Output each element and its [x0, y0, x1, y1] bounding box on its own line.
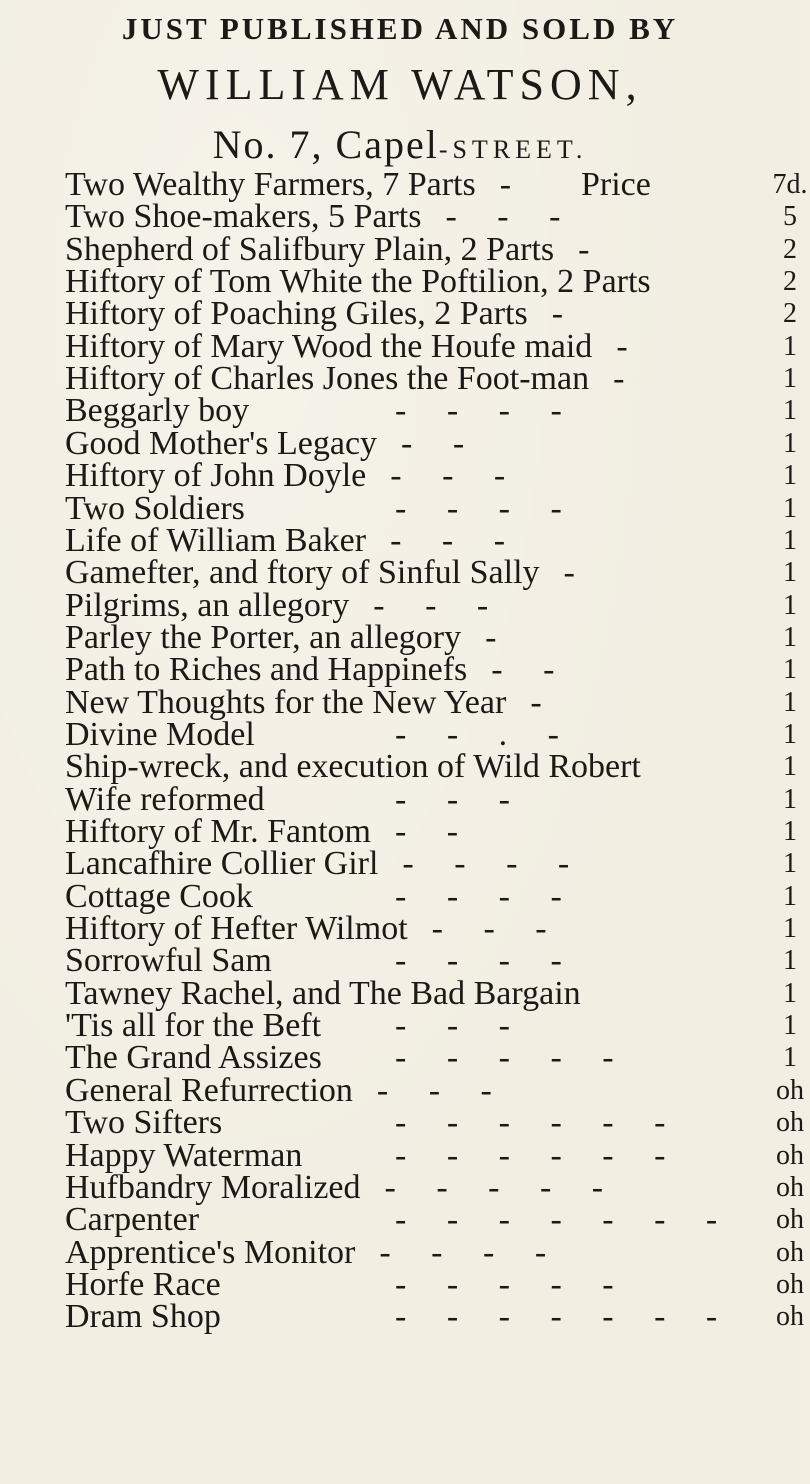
item-dash-leader: - - - — [390, 457, 522, 495]
item-title: Sorrowful Sam — [65, 942, 272, 980]
item-title: Dram Shop — [65, 1298, 221, 1336]
item-title: Lancafhire Collier Girl — [65, 845, 379, 883]
item-price: 1 — [783, 686, 797, 718]
item-title: Cottage Cook — [65, 877, 253, 915]
item-price: 1 — [783, 718, 797, 750]
item-dash-leader: - - - - — [379, 1233, 563, 1271]
item-title: Hiftory of Hefter Wilmot — [65, 910, 408, 948]
item-price: 2 — [783, 233, 797, 265]
item-title: Beggarly boy — [65, 392, 250, 430]
item-price: 1 — [783, 783, 797, 815]
item-dash-leader: - - - — [376, 1071, 508, 1109]
header-published-line: JUST PUBLISHED AND SOLD BY — [121, 11, 679, 46]
item-dash-leader: - - - - — [402, 845, 586, 883]
item-price: 5 — [783, 201, 797, 233]
item-title: Pilgrims, an allegory — [65, 586, 350, 624]
item-dash-leader: - — [613, 360, 641, 398]
item-price: oh — [776, 1236, 804, 1268]
item-price: oh — [776, 1074, 804, 1106]
item-dash-leader: - — [485, 618, 513, 656]
item-title: Carpenter — [65, 1201, 200, 1239]
item-dash-leader: - - - - — [395, 489, 578, 527]
item-title: Two Soldiers — [65, 489, 245, 527]
item-dash-leader: - - - - — [395, 877, 578, 915]
item-dash-leader: - - - — [390, 521, 522, 559]
item-dash-leader: - - . - — [395, 715, 575, 753]
item-title: The Grand Assizes — [65, 1039, 322, 1077]
item-price: 1 — [783, 977, 797, 1009]
item-price: 1 — [783, 557, 797, 589]
item-price: 1 — [783, 913, 797, 945]
price-column-label: Price — [581, 166, 651, 203]
item-title: General Refurrection — [65, 1071, 353, 1109]
item-dash-leader: - - - - - - — [395, 1136, 682, 1174]
item-title: Two Wealthy Farmers, 7 Parts — [65, 166, 476, 203]
item-price: oh — [776, 1301, 804, 1333]
item-price: 1 — [783, 460, 797, 492]
item-title: Hiftory of Tom White the Poftilion, 2 Parts — [65, 263, 651, 301]
item-dash-leader: - - - - - — [395, 1265, 630, 1303]
item-price: 2 — [783, 266, 797, 298]
item-title: Gamefter, and ftory of Sinful Sally — [65, 554, 540, 592]
item-title: Tawney Rachel, and The Bad Bargain — [65, 974, 581, 1012]
item-title: New Thoughts for the New Year — [65, 683, 507, 721]
item-title: Hiftory of John Doyle — [65, 457, 367, 495]
item-dash-leader: - — [563, 554, 591, 592]
item-dash-leader: - — [616, 327, 644, 365]
item-dash-leader: - - - - — [395, 392, 578, 430]
item-price: 1 — [783, 330, 797, 362]
item-dash-leader: - — [551, 295, 580, 333]
item-title: Wife reformed — [65, 780, 265, 818]
header-publisher-name: WILLIAM WATSON, — [157, 60, 643, 109]
item-dash-leader: - — [499, 166, 528, 203]
item-title: Hiftory of Charles Jones the Foot-man — [65, 360, 590, 398]
item-price: 1 — [783, 395, 797, 427]
item-price: 1 — [783, 363, 797, 395]
item-title: Happy Waterman — [65, 1136, 303, 1174]
item-title: Hiftory of Mr. Fantom — [65, 813, 371, 850]
item-title: Apprentice's Monitor — [65, 1233, 356, 1271]
item-price: 1 — [783, 524, 797, 556]
item-title: Two Shoe-makers, 5 Parts — [65, 198, 422, 236]
item-price: 1 — [783, 1042, 797, 1074]
item-price: 1 — [783, 880, 797, 912]
item-price: oh — [776, 1139, 804, 1171]
item-price: 1 — [783, 848, 797, 880]
item-dash-leader: - - — [401, 424, 481, 462]
item-price: 1 — [783, 492, 797, 524]
item-title: Life of William Baker — [65, 521, 367, 559]
item-title: Horfe Race — [65, 1265, 221, 1303]
item-price: 2 — [783, 298, 797, 330]
item-price: oh — [776, 1107, 804, 1139]
item-dash-leader: - — [578, 230, 606, 268]
item-price: 1 — [783, 654, 797, 686]
item-title: Ship-wreck, and execution of Wild Robert — [65, 748, 641, 786]
item-price: 1 — [783, 621, 797, 653]
item-price: 1 — [783, 816, 797, 847]
item-title: Hufbandry Moralized — [65, 1168, 361, 1206]
item-dash-leader: - - - — [395, 780, 526, 818]
item-dash-leader: - - - - - — [384, 1168, 620, 1206]
item-price: 1 — [783, 945, 797, 977]
item-title: Hiftory of Mary Wood the Houfe maid — [65, 327, 593, 365]
catalogue-item — [65, 1298, 804, 1336]
item-dash-leader: - - - - - - — [395, 1104, 682, 1142]
item-dash-leader: - - - — [445, 198, 577, 236]
header-address-number: No. 7, Capel — [212, 122, 439, 167]
item-price: 1 — [783, 1010, 797, 1042]
item-price: oh — [776, 1204, 804, 1236]
item-title: Path to Riches and Happinefs — [65, 651, 468, 689]
item-title: Divine Model — [65, 715, 255, 753]
item-dash-leader: - - — [394, 813, 475, 850]
item-title: Hiftory of Poaching Giles, 2 Parts — [65, 295, 528, 333]
item-price: 1 — [783, 751, 797, 783]
item-dash-leader: - — [530, 683, 558, 721]
item-title: Good Mother's Legacy — [65, 424, 378, 462]
item-price: oh — [776, 1268, 804, 1300]
item-dash-leader: - - - — [395, 1007, 526, 1045]
item-price: 1 — [783, 427, 797, 459]
item-dash-leader: - - - - - - - — [395, 1201, 734, 1239]
item-dash-leader: - - - - - — [395, 1039, 630, 1077]
item-dash-leader: - - - — [373, 586, 505, 624]
item-title: Parley the Porter, an allegory — [65, 618, 462, 656]
item-price: 1 — [783, 589, 797, 621]
item-dash-leader: - - — [491, 651, 571, 689]
item-dash-leader: - - - - - - - — [395, 1298, 734, 1336]
item-price: 7d. — [772, 169, 808, 200]
header-address-street: -STREET. — [438, 135, 588, 164]
item-title: 'Tis all for the Beft — [65, 1007, 322, 1045]
item-title: Shepherd of Salifbury Plain, 2 Parts — [65, 230, 555, 268]
item-title: Two Sifters — [65, 1104, 223, 1142]
item-dash-leader: - - - — [431, 910, 563, 948]
item-price: oh — [776, 1171, 804, 1203]
item-dash-leader: - - - - — [395, 942, 578, 980]
